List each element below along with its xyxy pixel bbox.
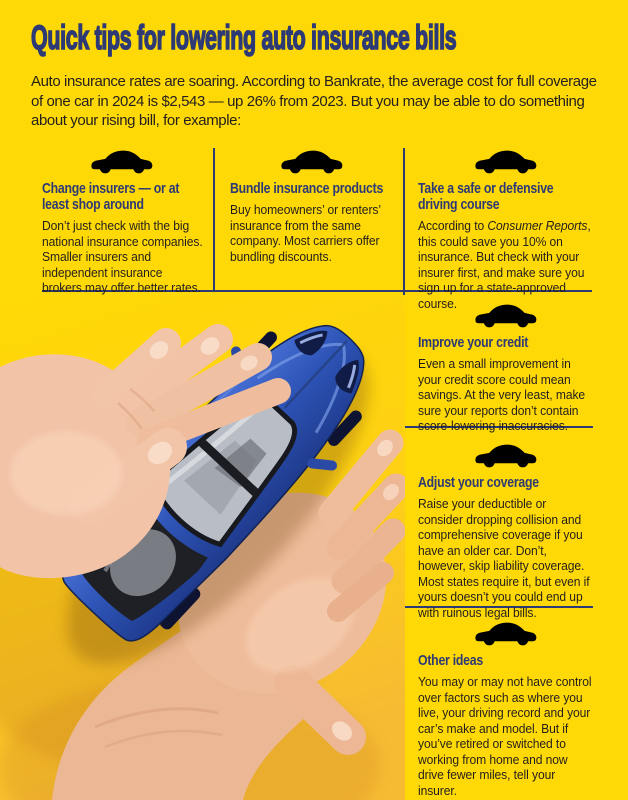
page-title-text: Quick tips for lowering auto insurance bills (31, 19, 457, 57)
tip-body: Don’t just check with the big national insurance companies. Smaller insurers and independent insurance brokers may offer better rates. (42, 218, 203, 295)
tip-heading: Bundle insurance products (230, 180, 384, 197)
tip-driving-course (418, 148, 593, 311)
tip-heading: Other ideas (418, 652, 483, 669)
divider-vertical-col1-col2 (213, 148, 215, 291)
tip-heading: Improve your credit (418, 334, 529, 351)
car-icon (473, 302, 539, 329)
car-icon (279, 148, 345, 175)
tip-body: You may or may not have control over factors such as where you live, your driving record and your car’s make and model. But if you’ve retired or switched to working from home and now drive fewer miles, tell your insurer. (418, 674, 592, 798)
page-title (31, 20, 628, 57)
car-icon (89, 148, 155, 175)
tip-body: Buy homeowners’ or renters’ insurance from the same company. Most carriers offer bundling discounts. (230, 202, 381, 264)
car-icon (473, 620, 539, 647)
tip-heading: Change insurers — or at least shop around (42, 180, 180, 213)
tip-body: Raise your deductible or consider dropping collision and comprehensive coverage if you have an older car. Don’t, however, skip liability coverage. Most states require it, but even if yours doesn’t you could end up with ruinous legal bills. (418, 496, 590, 620)
car-icon (473, 442, 539, 469)
tip-body: Even a small improvement in your credit score could mean savings. At the very least, make sure your reports don’t contain score-lowering inaccuracies. (418, 356, 586, 433)
tip-bundle-insurance (230, 148, 393, 264)
car-icon (473, 148, 539, 175)
tip-other-ideas (418, 620, 593, 798)
tip-heading: Adjust your coverage (418, 474, 539, 491)
intro-paragraph: Auto insurance rates are soaring. According to Bankrate, the average cost for full coverage of one car in 2024 is $2,543 — up 26% from 2023. But you may be able to do something about your rising bill, for example: (31, 73, 597, 129)
tip-body: According to Consumer Reports, this could save you 10% on insurance. But check with your insurer first, and make sure you sign up for a state-approved course. (418, 218, 591, 311)
tip-change-insurers (42, 148, 202, 296)
tip-heading: Take a safe or defensive driving course (418, 180, 554, 213)
tip-adjust-coverage (418, 442, 593, 620)
tip-improve-credit (418, 302, 593, 434)
photo-hands-holding-toy-car (0, 295, 405, 800)
